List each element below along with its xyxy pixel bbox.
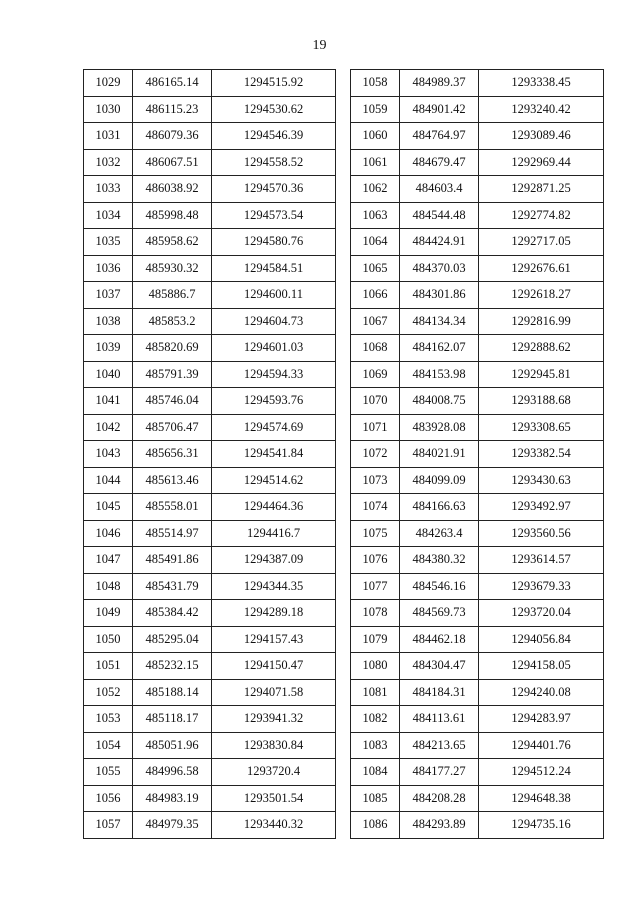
- point-number-cell: 1040: [84, 361, 133, 388]
- table-row: [84, 176, 336, 203]
- point-number-cell: 1059: [351, 96, 400, 123]
- x-coordinate-cell: 485188.14: [133, 679, 212, 706]
- point-number-cell: 1045: [84, 494, 133, 521]
- y-coordinate-cell: 1294387.09: [212, 547, 336, 574]
- y-coordinate-cell: 1294240.08: [479, 679, 604, 706]
- y-coordinate-cell: 1294158.05: [479, 653, 604, 680]
- point-number-cell: 1055: [84, 759, 133, 786]
- point-number-cell: 1083: [351, 732, 400, 759]
- table-row: [351, 785, 604, 812]
- y-coordinate-cell: 1292618.27: [479, 282, 604, 309]
- table-row: [84, 335, 336, 362]
- point-number-cell: 1065: [351, 255, 400, 282]
- x-coordinate-cell: 484380.32: [400, 547, 479, 574]
- point-number-cell: 1036: [84, 255, 133, 282]
- y-coordinate-cell: 1293440.32: [212, 812, 336, 839]
- point-number-cell: 1052: [84, 679, 133, 706]
- table-row: [351, 282, 604, 309]
- x-coordinate-cell: 484764.97: [400, 123, 479, 150]
- table-row: [84, 706, 336, 733]
- y-coordinate-cell: 1294584.51: [212, 255, 336, 282]
- point-number-cell: 1060: [351, 123, 400, 150]
- table-row: [351, 123, 604, 150]
- table-row: [351, 414, 604, 441]
- table-row: [351, 706, 604, 733]
- table-row: [84, 282, 336, 309]
- point-number-cell: 1077: [351, 573, 400, 600]
- table-row: [351, 202, 604, 229]
- x-coordinate-cell: 485491.86: [133, 547, 212, 574]
- y-coordinate-cell: 1293560.56: [479, 520, 604, 547]
- table-row: [84, 653, 336, 680]
- x-coordinate-cell: 485791.39: [133, 361, 212, 388]
- y-coordinate-cell: 1294416.7: [212, 520, 336, 547]
- table-row: [84, 414, 336, 441]
- y-coordinate-cell: 1293720.04: [479, 600, 604, 627]
- table-row: [84, 441, 336, 468]
- y-coordinate-cell: 1294344.35: [212, 573, 336, 600]
- point-number-cell: 1074: [351, 494, 400, 521]
- x-coordinate-cell: 484166.63: [400, 494, 479, 521]
- point-number-cell: 1042: [84, 414, 133, 441]
- table-row: [84, 202, 336, 229]
- table-row: [351, 812, 604, 839]
- y-coordinate-cell: 1294604.73: [212, 308, 336, 335]
- y-coordinate-cell: 1294056.84: [479, 626, 604, 653]
- point-number-cell: 1032: [84, 149, 133, 176]
- table-row: [351, 361, 604, 388]
- table-row: [84, 626, 336, 653]
- y-coordinate-cell: 1294558.52: [212, 149, 336, 176]
- x-coordinate-cell: 484099.09: [400, 467, 479, 494]
- x-coordinate-cell: 483928.08: [400, 414, 479, 441]
- y-coordinate-cell: 1293614.57: [479, 547, 604, 574]
- table-row: [351, 547, 604, 574]
- point-number-cell: 1080: [351, 653, 400, 680]
- x-coordinate-cell: 485853.2: [133, 308, 212, 335]
- y-coordinate-cell: 1293188.68: [479, 388, 604, 415]
- point-number-cell: 1029: [84, 70, 133, 97]
- point-number-cell: 1050: [84, 626, 133, 653]
- point-number-cell: 1084: [351, 759, 400, 786]
- point-number-cell: 1062: [351, 176, 400, 203]
- x-coordinate-cell: 484008.75: [400, 388, 479, 415]
- y-coordinate-cell: 1292774.82: [479, 202, 604, 229]
- table-row: [351, 149, 604, 176]
- table-row: [351, 308, 604, 335]
- y-coordinate-cell: 1294546.39: [212, 123, 336, 150]
- y-coordinate-cell: 1292717.05: [479, 229, 604, 256]
- table-row: [351, 732, 604, 759]
- table-row: [84, 573, 336, 600]
- y-coordinate-cell: 1292945.81: [479, 361, 604, 388]
- point-number-cell: 1069: [351, 361, 400, 388]
- x-coordinate-cell: 484424.91: [400, 229, 479, 256]
- y-coordinate-cell: 1293679.33: [479, 573, 604, 600]
- point-number-cell: 1053: [84, 706, 133, 733]
- point-number-cell: 1054: [84, 732, 133, 759]
- point-number-cell: 1068: [351, 335, 400, 362]
- table-row: [351, 229, 604, 256]
- x-coordinate-cell: 485930.32: [133, 255, 212, 282]
- y-coordinate-cell: 1292969.44: [479, 149, 604, 176]
- table-row: [351, 573, 604, 600]
- x-coordinate-cell: 484113.61: [400, 706, 479, 733]
- y-coordinate-cell: 1294574.69: [212, 414, 336, 441]
- point-number-cell: 1071: [351, 414, 400, 441]
- point-number-cell: 1072: [351, 441, 400, 468]
- x-coordinate-cell: 484263.4: [400, 520, 479, 547]
- y-coordinate-cell: 1294541.84: [212, 441, 336, 468]
- y-coordinate-cell: 1294530.62: [212, 96, 336, 123]
- x-coordinate-cell: 486079.36: [133, 123, 212, 150]
- point-number-cell: 1070: [351, 388, 400, 415]
- point-number-cell: 1051: [84, 653, 133, 680]
- table-row: [84, 308, 336, 335]
- table-row: [351, 96, 604, 123]
- table-row: [351, 759, 604, 786]
- point-number-cell: 1057: [84, 812, 133, 839]
- table-row: [84, 149, 336, 176]
- table-row: [84, 255, 336, 282]
- y-coordinate-cell: 1293338.45: [479, 70, 604, 97]
- y-coordinate-cell: 1294601.03: [212, 335, 336, 362]
- table-row: [84, 520, 336, 547]
- table-row: [351, 520, 604, 547]
- x-coordinate-cell: 485384.42: [133, 600, 212, 627]
- y-coordinate-cell: 1292871.25: [479, 176, 604, 203]
- x-coordinate-cell: 484134.34: [400, 308, 479, 335]
- x-coordinate-cell: 484603.4: [400, 176, 479, 203]
- x-coordinate-cell: 485886.7: [133, 282, 212, 309]
- point-number-cell: 1041: [84, 388, 133, 415]
- point-number-cell: 1030: [84, 96, 133, 123]
- x-coordinate-cell: 485746.04: [133, 388, 212, 415]
- x-coordinate-cell: 484304.47: [400, 653, 479, 680]
- point-number-cell: 1079: [351, 626, 400, 653]
- x-coordinate-cell: 484544.48: [400, 202, 479, 229]
- y-coordinate-cell: 1294289.18: [212, 600, 336, 627]
- x-coordinate-cell: 485558.01: [133, 494, 212, 521]
- x-coordinate-cell: 484569.73: [400, 600, 479, 627]
- table-row: [351, 255, 604, 282]
- x-coordinate-cell: 484989.37: [400, 70, 479, 97]
- x-coordinate-cell: 484208.28: [400, 785, 479, 812]
- table-row: [84, 679, 336, 706]
- point-number-cell: 1081: [351, 679, 400, 706]
- table-row: [84, 123, 336, 150]
- point-number-cell: 1058: [351, 70, 400, 97]
- table-row: [351, 467, 604, 494]
- x-coordinate-cell: 484213.65: [400, 732, 479, 759]
- point-number-cell: 1031: [84, 123, 133, 150]
- table-row: [84, 388, 336, 415]
- y-coordinate-cell: 1292888.62: [479, 335, 604, 362]
- y-coordinate-cell: 1294573.54: [212, 202, 336, 229]
- point-number-cell: 1067: [351, 308, 400, 335]
- y-coordinate-cell: 1294401.76: [479, 732, 604, 759]
- table-row: [84, 361, 336, 388]
- y-coordinate-cell: 1294594.33: [212, 361, 336, 388]
- table-row: [351, 441, 604, 468]
- point-number-cell: 1075: [351, 520, 400, 547]
- y-coordinate-cell: 1294515.92: [212, 70, 336, 97]
- y-coordinate-cell: 1293308.65: [479, 414, 604, 441]
- x-coordinate-cell: 484462.18: [400, 626, 479, 653]
- y-coordinate-cell: 1294580.76: [212, 229, 336, 256]
- x-coordinate-cell: 484162.07: [400, 335, 479, 362]
- x-coordinate-cell: 485998.48: [133, 202, 212, 229]
- y-coordinate-cell: 1294150.47: [212, 653, 336, 680]
- table-row: [351, 335, 604, 362]
- y-coordinate-cell: 1294464.36: [212, 494, 336, 521]
- y-coordinate-cell: 1292816.99: [479, 308, 604, 335]
- y-coordinate-cell: 1293941.32: [212, 706, 336, 733]
- table-row: [84, 785, 336, 812]
- table-row: [84, 759, 336, 786]
- x-coordinate-cell: 485431.79: [133, 573, 212, 600]
- table-row: [84, 600, 336, 627]
- x-coordinate-cell: 484996.58: [133, 759, 212, 786]
- table-row: [84, 96, 336, 123]
- x-coordinate-cell: 486038.92: [133, 176, 212, 203]
- x-coordinate-cell: 485820.69: [133, 335, 212, 362]
- page-number: 19: [312, 38, 327, 53]
- table-row: [84, 70, 336, 97]
- y-coordinate-cell: 1294648.38: [479, 785, 604, 812]
- x-coordinate-cell: 484546.16: [400, 573, 479, 600]
- point-number-cell: 1061: [351, 149, 400, 176]
- table-row: [84, 547, 336, 574]
- point-number-cell: 1047: [84, 547, 133, 574]
- x-coordinate-cell: 485613.46: [133, 467, 212, 494]
- y-coordinate-cell: 1293089.46: [479, 123, 604, 150]
- point-number-cell: 1046: [84, 520, 133, 547]
- table-row: [351, 388, 604, 415]
- x-coordinate-cell: 484293.89: [400, 812, 479, 839]
- point-number-cell: 1078: [351, 600, 400, 627]
- point-number-cell: 1038: [84, 308, 133, 335]
- x-coordinate-cell: 485118.17: [133, 706, 212, 733]
- x-coordinate-cell: 484370.03: [400, 255, 479, 282]
- y-coordinate-cell: 1294593.76: [212, 388, 336, 415]
- x-coordinate-cell: 486165.14: [133, 70, 212, 97]
- table-row: [351, 70, 604, 97]
- point-number-cell: 1044: [84, 467, 133, 494]
- x-coordinate-cell: 486067.51: [133, 149, 212, 176]
- y-coordinate-cell: 1294283.97: [479, 706, 604, 733]
- point-number-cell: 1035: [84, 229, 133, 256]
- table-row: [351, 679, 604, 706]
- point-number-cell: 1063: [351, 202, 400, 229]
- x-coordinate-cell: 486115.23: [133, 96, 212, 123]
- point-number-cell: 1085: [351, 785, 400, 812]
- table-row: [84, 812, 336, 839]
- y-coordinate-cell: 1294514.62: [212, 467, 336, 494]
- y-coordinate-cell: 1293720.4: [212, 759, 336, 786]
- point-number-cell: 1056: [84, 785, 133, 812]
- x-coordinate-cell: 485706.47: [133, 414, 212, 441]
- x-coordinate-cell: 484301.86: [400, 282, 479, 309]
- y-coordinate-cell: 1293240.42: [479, 96, 604, 123]
- point-number-cell: 1034: [84, 202, 133, 229]
- x-coordinate-cell: 485656.31: [133, 441, 212, 468]
- point-number-cell: 1033: [84, 176, 133, 203]
- x-coordinate-cell: 484979.35: [133, 812, 212, 839]
- point-number-cell: 1066: [351, 282, 400, 309]
- point-number-cell: 1043: [84, 441, 133, 468]
- table-row: [84, 494, 336, 521]
- x-coordinate-cell: 485051.96: [133, 732, 212, 759]
- x-coordinate-cell: 485958.62: [133, 229, 212, 256]
- y-coordinate-cell: 1294157.43: [212, 626, 336, 653]
- x-coordinate-cell: 484901.42: [400, 96, 479, 123]
- point-number-cell: 1086: [351, 812, 400, 839]
- y-coordinate-cell: 1293430.63: [479, 467, 604, 494]
- y-coordinate-cell: 1294735.16: [479, 812, 604, 839]
- x-coordinate-cell: 485295.04: [133, 626, 212, 653]
- table-row: [351, 626, 604, 653]
- x-coordinate-cell: 484983.19: [133, 785, 212, 812]
- y-coordinate-cell: 1293830.84: [212, 732, 336, 759]
- y-coordinate-cell: 1292676.61: [479, 255, 604, 282]
- x-coordinate-cell: 484153.98: [400, 361, 479, 388]
- x-coordinate-cell: 484679.47: [400, 149, 479, 176]
- x-coordinate-cell: 484177.27: [400, 759, 479, 786]
- point-number-cell: 1039: [84, 335, 133, 362]
- point-number-cell: 1037: [84, 282, 133, 309]
- point-number-cell: 1076: [351, 547, 400, 574]
- table-row: [351, 176, 604, 203]
- x-coordinate-cell: 484021.91: [400, 441, 479, 468]
- y-coordinate-cell: 1294071.58: [212, 679, 336, 706]
- x-coordinate-cell: 484184.31: [400, 679, 479, 706]
- point-number-cell: 1049: [84, 600, 133, 627]
- coordinate-table-left: [83, 69, 336, 839]
- table-row: [351, 653, 604, 680]
- y-coordinate-cell: 1293382.54: [479, 441, 604, 468]
- table-row: [84, 467, 336, 494]
- y-coordinate-cell: 1294512.24: [479, 759, 604, 786]
- point-number-cell: 1082: [351, 706, 400, 733]
- y-coordinate-cell: 1293501.54: [212, 785, 336, 812]
- table-row: [84, 229, 336, 256]
- point-number-cell: 1048: [84, 573, 133, 600]
- y-coordinate-cell: 1294570.36: [212, 176, 336, 203]
- table-row: [351, 494, 604, 521]
- point-number-cell: 1073: [351, 467, 400, 494]
- y-coordinate-cell: 1293492.97: [479, 494, 604, 521]
- point-number-cell: 1064: [351, 229, 400, 256]
- table-row: [351, 600, 604, 627]
- coordinate-table-right: [350, 69, 604, 839]
- x-coordinate-cell: 485232.15: [133, 653, 212, 680]
- table-row: [84, 732, 336, 759]
- x-coordinate-cell: 485514.97: [133, 520, 212, 547]
- y-coordinate-cell: 1294600.11: [212, 282, 336, 309]
